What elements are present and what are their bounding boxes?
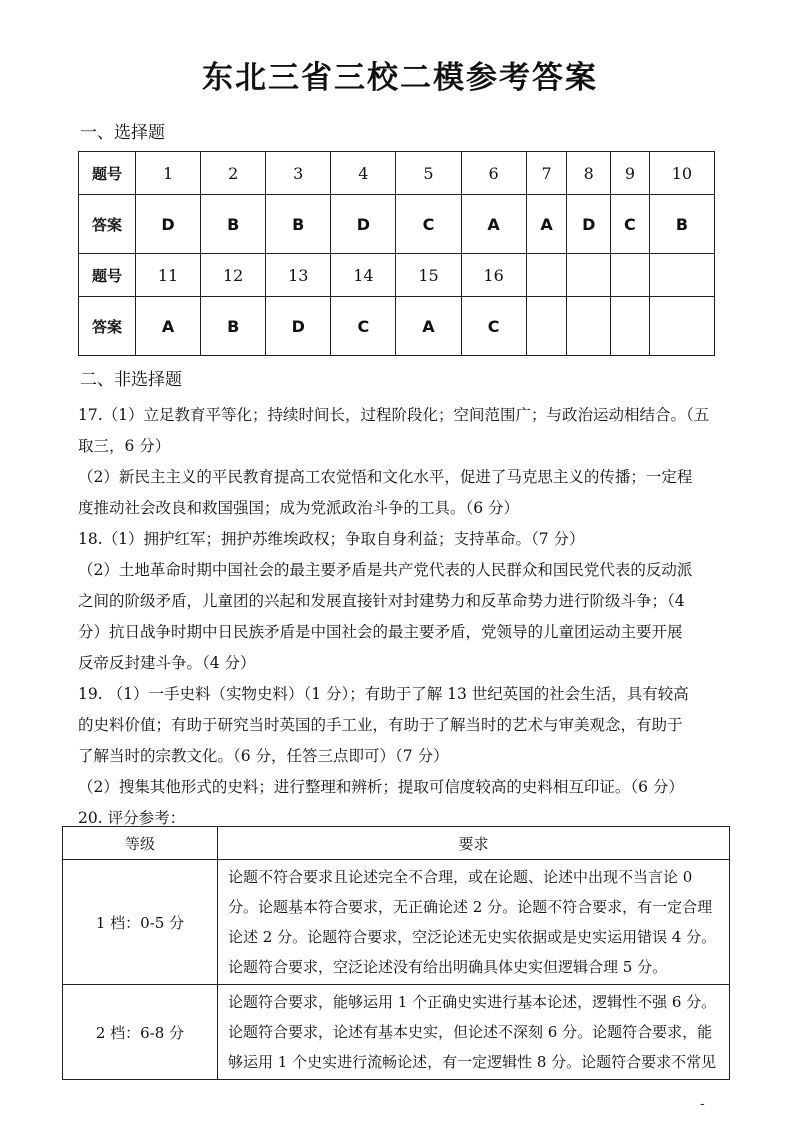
table-cell: C xyxy=(396,195,461,254)
text-line: 论题符合要求，空泛论述没有给出明确具体史实但逻辑合理 5 分。 xyxy=(228,958,668,976)
table-cell: 14 xyxy=(331,254,396,297)
choice-answer-table xyxy=(78,151,715,356)
section-heading-nonchoice: 二、非选择题 xyxy=(80,370,182,390)
table-cell xyxy=(611,297,650,356)
grade-level: 1 档：0-5 分 xyxy=(63,860,218,985)
table-cell xyxy=(567,297,611,356)
table-cell: D xyxy=(266,297,331,356)
table-cell xyxy=(526,254,567,297)
table-cell: D xyxy=(331,195,396,254)
grade-requirement xyxy=(218,860,730,985)
text-line: 分）抗日战争时期中日民族矛盾是中国社会的最主要矛盾，党领导的儿童团运动主要开展 xyxy=(78,623,683,641)
grade-requirement xyxy=(218,985,730,1080)
table-cell: A xyxy=(136,297,201,356)
text-line: 够运用 1 个史实进行流畅论述，有一定逻辑性 8 分。论题符合要求不常见 xyxy=(228,1053,717,1071)
table-cell: D xyxy=(567,195,611,254)
table-row xyxy=(63,860,730,985)
table-cell: B xyxy=(649,195,714,254)
table-cell: 2 xyxy=(201,152,266,195)
grading-table xyxy=(62,826,730,1080)
page-title: 东北三省三校二模参考答案 xyxy=(202,60,598,96)
table-cell: A xyxy=(461,195,526,254)
table-cell: 3 xyxy=(266,152,331,195)
text-line: 度推动社会改良和救国强国；成为党派政治斗争的工具。（6 分） xyxy=(78,499,520,517)
table-row xyxy=(79,297,715,356)
table-row xyxy=(79,254,715,297)
text-line: 分。论题基本符合要求，无正确论述 2 分。论题不符合要求，有一定合理 xyxy=(228,898,713,916)
table-cell: 1 xyxy=(136,152,201,195)
number-label: 题号 xyxy=(79,254,136,297)
table-header-row xyxy=(63,827,730,860)
text-line: 20. 评分参考： xyxy=(78,809,186,827)
table-cell xyxy=(649,297,714,356)
header-level: 等级 xyxy=(63,827,218,860)
table-cell: 6 xyxy=(461,152,526,195)
table-row xyxy=(63,985,730,1080)
text-line: 取三，6 分） xyxy=(78,437,171,455)
text-line: 论题不符合要求且论述完全不合理，或在论题、论述中出现不当言论 0 xyxy=(228,868,693,886)
text-line: （2）搜集其他形式的史料；进行整理和辨析；提取可信度较高的史料相互印证。（6 分） xyxy=(78,778,684,796)
number-label: 题号 xyxy=(79,152,136,195)
table-cell: B xyxy=(201,195,266,254)
text-line: 论题符合要求，论述有基本史实，但论述不深刻 6 分。论题符合要求，能 xyxy=(228,1023,713,1041)
text-line: 反帝反封建斗争。（4 分） xyxy=(78,654,256,672)
table-cell: D xyxy=(136,195,201,254)
answer-17 xyxy=(78,400,718,834)
table-cell: A xyxy=(396,297,461,356)
text-line: 17.（1）立足教育平等化；持续时间长，过程阶段化；空间范围广；与政治运动相结合。（五 xyxy=(78,406,710,424)
text-line: 论题符合要求，能够运用 1 个正确史实进行基本论述，逻辑性不强 6 分。 xyxy=(228,993,717,1011)
table-cell: 8 xyxy=(567,152,611,195)
table-cell: C xyxy=(331,297,396,356)
table-row xyxy=(79,152,715,195)
table-row xyxy=(79,195,715,254)
table-cell: 16 xyxy=(461,254,526,297)
text-line: 的史料价值；有助于研究当时英国的手工业，有助于了解当时的艺术与审美观念，有助于 xyxy=(78,716,683,734)
text-line: 了解当时的宗教文化。（6 分，任答三点即可）（7 分） xyxy=(78,747,449,765)
answer-label: 答案 xyxy=(79,297,136,356)
text-line: （2）新民主主义的平民教育提高工农觉悟和文化水平，促进了马克思主义的传播；一定程 xyxy=(78,468,693,486)
table-cell: B xyxy=(266,195,331,254)
table-cell xyxy=(526,297,567,356)
table-cell: 7 xyxy=(526,152,567,195)
text-line: （2）土地革命时期中国社会的最主要矛盾是共产党代表的人民群众和国民党代表的反动派 xyxy=(78,561,693,579)
table-cell: 11 xyxy=(136,254,201,297)
answer-label: 答案 xyxy=(79,195,136,254)
section-heading-choice: 一、选择题 xyxy=(80,123,165,143)
text-line: 18.（1）拥护红军；拥护苏维埃政权；争取自身利益；支持革命。（7 分） xyxy=(78,530,585,548)
table-cell: B xyxy=(201,297,266,356)
table-cell: C xyxy=(461,297,526,356)
page-mark: - xyxy=(700,1096,705,1112)
table-cell: 4 xyxy=(331,152,396,195)
table-cell xyxy=(611,254,650,297)
table-cell: 10 xyxy=(649,152,714,195)
table-cell: C xyxy=(611,195,650,254)
table-cell xyxy=(649,254,714,297)
table-cell: 5 xyxy=(396,152,461,195)
grade-level: 2 档：6-8 分 xyxy=(63,985,218,1080)
table-cell xyxy=(567,254,611,297)
table-cell: 9 xyxy=(611,152,650,195)
text-line: 论述 2 分。论题符合要求，空泛论述无史实依据或是史实运用错误 4 分。 xyxy=(228,928,717,946)
table-cell: 13 xyxy=(266,254,331,297)
header-requirement: 要求 xyxy=(218,827,730,860)
table-cell: 12 xyxy=(201,254,266,297)
text-line: 之间的阶级矛盾，儿童团的兴起和发展直接针对封建势力和反革命势力进行阶级斗争；（4 xyxy=(78,592,685,610)
table-cell: A xyxy=(526,195,567,254)
table-cell: 15 xyxy=(396,254,461,297)
text-line: 19. （1）一手史料（实物史料）（1 分）；有助于了解 13 世纪英国的社会生活，具有较高 xyxy=(78,685,689,703)
